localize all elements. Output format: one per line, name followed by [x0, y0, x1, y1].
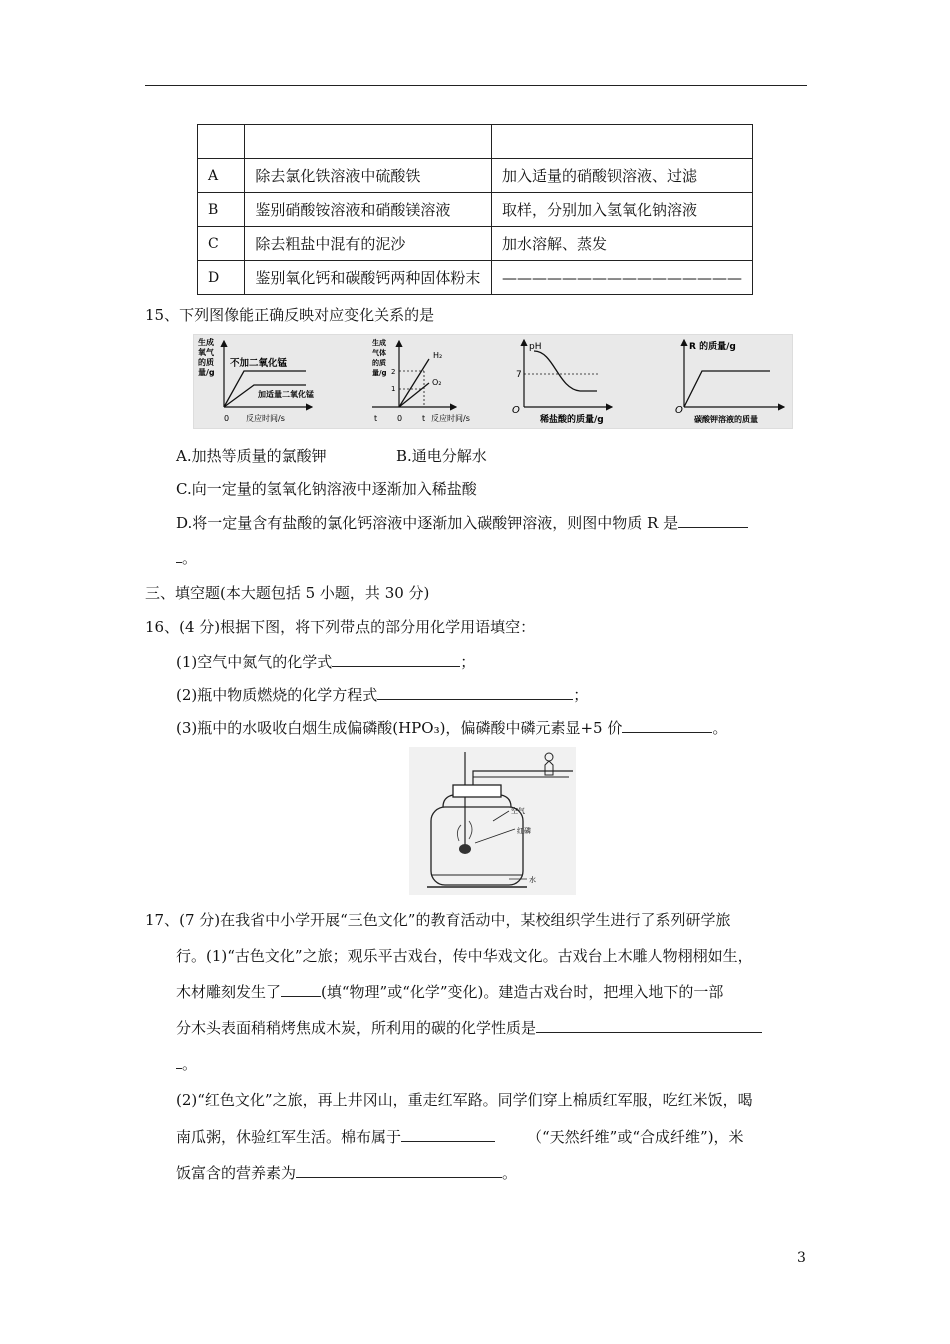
graph-c-origin: O [512, 405, 520, 416]
row-purpose: 鉴别氧化钙和碳酸钙两种固体粉末 [245, 261, 492, 295]
graph-b-t1: t [374, 414, 378, 423]
q17-line7 [176, 1126, 744, 1147]
q17-line7-text-b: （“天然纤维”或“合成纤维”)，米 [527, 1128, 744, 1146]
q17-line3-text: 木材雕刻发生了 [176, 983, 282, 1001]
stopper [453, 785, 501, 797]
q17-line3-text-b: (填“物理”或“化学”变化)。建造古戏台时，把埋入地下的一部 [321, 983, 724, 1001]
label-water: 水 [529, 876, 536, 884]
q17-line3 [176, 981, 723, 1002]
graph-c-curve [534, 351, 597, 391]
graph-a-origin: 0 [224, 414, 230, 423]
graph-b-o2-line [399, 383, 429, 407]
answer-blank[interactable] [296, 1163, 502, 1178]
q15-option-d-text: D.将一定量含有盐酸的氯化钙溶液中逐渐加入碳酸钾溶液，则图中物质 R 是 [176, 514, 679, 532]
clamp [545, 753, 553, 761]
q15-option-d [176, 512, 748, 533]
graph-b-h2-label: H₂ [433, 351, 443, 360]
answer-blank[interactable] [332, 652, 460, 667]
graph-a [198, 337, 314, 423]
row-purpose [245, 125, 492, 159]
answer-blank[interactable] [281, 982, 321, 997]
page-number: 3 [797, 1250, 806, 1266]
row-method: 取样，分别加入氢氧化钠溶液 [491, 193, 752, 227]
graph-a-ylabel: 量/g [198, 368, 215, 377]
q16-stem: 16、(4 分)根据下图，将下列带点的部分用化学用语填空： [145, 618, 536, 636]
graph-d-ylabel: R 的质量/g [689, 342, 736, 352]
options-table [197, 124, 753, 295]
graph-a-ylabel: 氧气 [198, 348, 214, 357]
red-phosphorus [459, 844, 471, 854]
bottle-body [431, 807, 523, 885]
q17-line7-text: 南瓜粥，休验红军生活。棉布属于 [176, 1128, 402, 1146]
q16-part1 [176, 651, 475, 672]
q15-option-c: C.向一定量的氢氧化钠溶液中逐渐加入稀盐酸 [176, 480, 477, 498]
phosphorus-apparatus-figure [409, 747, 576, 895]
graph-a-ylabel: 的质 [198, 358, 214, 367]
q15-option-d-cont [176, 547, 197, 568]
graph-b-h2-line [399, 359, 429, 407]
graph-a-curve-without-mno2 [224, 371, 306, 407]
label-phosphorus: 红磷 [517, 827, 531, 835]
answer-blank[interactable] [622, 718, 712, 733]
row-method: 加水溶解、蒸发 [491, 227, 752, 261]
q16-part2 [176, 684, 588, 705]
graph-b-o2-label: O₂ [432, 378, 442, 387]
table-row [198, 159, 753, 193]
graph-b-ylabel: 生成 [372, 339, 386, 347]
row-purpose: 除去粗盐中混有的泥沙 [245, 227, 492, 261]
q17-line5 [176, 1053, 197, 1074]
row-purpose: 除去氯化铁溶液中硫酸铁 [245, 159, 492, 193]
q16-part1-end: ； [460, 653, 476, 671]
row-method [491, 125, 752, 159]
q17-line6: (2)“红色文化”之旅，再上井冈山，重走红军路。同学们穿上棉质红军服，吃红米饭，喝 [176, 1091, 753, 1109]
answer-blank[interactable] [377, 685, 573, 700]
graph-c-y7: 7 [516, 370, 522, 380]
q15-stem: 15、下列图像能正确反映对应变化关系的是 [145, 306, 435, 324]
graph-c [512, 340, 612, 425]
q16-part1-text: (1)空气中氮气的化学式 [176, 653, 333, 671]
graph-a-ylabel: 生成 [198, 338, 214, 347]
label-air: 空气 [511, 807, 525, 815]
q16-part2-text: (2)瓶中物质燃烧的化学方程式 [176, 686, 378, 704]
q15-graphs-svg [194, 335, 792, 428]
q17-line8-end: 。 [502, 1164, 518, 1182]
row-method: ———————————————— [491, 261, 752, 295]
q17-line8 [176, 1162, 517, 1183]
q15-graphs [193, 334, 793, 429]
answer-blank[interactable] [536, 1018, 762, 1033]
graph-b-ylabel: 的质 [372, 359, 386, 367]
graph-b-ylabel: 气体 [372, 349, 386, 357]
graph-b-y1: 1 [391, 385, 396, 393]
header-rule [145, 85, 807, 86]
answer-blank[interactable] [678, 513, 748, 528]
graph-d-xlabel: 碳酸钾溶液的质量 [694, 415, 758, 424]
graph-a-curve1-label: 不加二氧化锰 [230, 358, 288, 369]
row-purpose: 鉴别硝酸铵溶液和硝酸镁溶液 [245, 193, 492, 227]
row-method: 加入适量的硝酸钡溶液、过滤 [491, 159, 752, 193]
pointer-phosphorus [475, 829, 515, 843]
graph-b-ylabel: 量/g [372, 369, 387, 377]
graph-d-curve [684, 371, 770, 407]
apparatus-svg [409, 747, 576, 895]
q16-part2-end: ； [573, 686, 589, 704]
graph-b-xlabel: 反应时间/s [431, 414, 470, 423]
q16-part3 [176, 717, 727, 738]
answer-blank[interactable] [401, 1127, 495, 1142]
q17-line1: 17、(7 分)在我省中小学开展“三色文化”的教育活动中，某校组织学生进行了系列研学旅 [145, 911, 731, 929]
q17-line2: 行。(1)“古色文化”之旅；观乐平古戏台，传中华戏文化。古戏台上木雕人物栩栩如生， [176, 947, 753, 965]
graph-b-y2: 2 [391, 368, 396, 376]
table-row [198, 125, 753, 159]
table-row [198, 227, 753, 261]
graph-d [675, 340, 784, 424]
pointer-air [493, 811, 509, 821]
clamp [545, 761, 553, 775]
graph-b [372, 338, 470, 423]
table-row [198, 193, 753, 227]
graph-a-curve2-label: 加适量二氧化锰 [258, 390, 314, 399]
graph-b-origin: 0 [397, 414, 403, 423]
q15-option-a: A.加热等质量的氯酸钾 [176, 447, 327, 465]
q15-option-b: B.通电分解水 [396, 447, 487, 465]
q17-line8-text: 饭富含的营养素为 [176, 1164, 297, 1182]
row-label: D [198, 261, 245, 295]
q17-line5-end: 。 [182, 1055, 198, 1073]
graph-b-t2: t [422, 414, 426, 423]
table-row [198, 261, 753, 295]
q16-part3-end: 。 [712, 719, 728, 737]
side-tube [473, 771, 573, 785]
q17-line4 [176, 1017, 762, 1038]
graph-d-origin: O [675, 405, 683, 416]
q17-line4-text: 分木头表面稍稍烤焦成木炭，所利用的碳的化学性质是 [176, 1019, 537, 1037]
q15-option-d-end: 。 [182, 549, 198, 567]
row-label [198, 125, 245, 159]
row-label: B [198, 193, 245, 227]
graph-a-xlabel: 反应时间/s [246, 414, 285, 423]
row-label: C [198, 227, 245, 261]
graph-c-ylabel: pH [529, 342, 542, 352]
section-3-heading: 三、填空题(本大题包括 5 小题，共 30 分) [145, 584, 430, 602]
q16-part3-text: (3)瓶中的水吸收白烟生成偏磷酸(HPO₃)，偏磷酸中磷元素显+5 价 [176, 719, 623, 737]
row-label: A [198, 159, 245, 193]
graph-c-xlabel: 稀盐酸的质量/g [540, 415, 604, 425]
